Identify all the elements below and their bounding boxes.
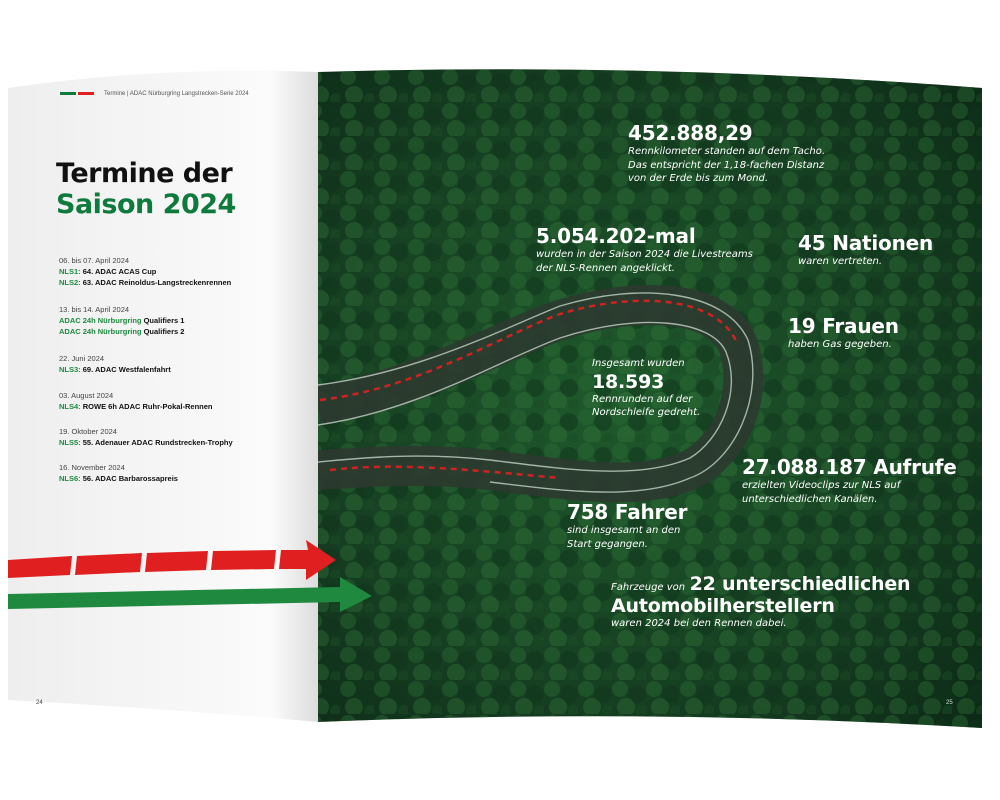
event-name: ROWE 6h ADAC Ruhr-Pokal-Rennen xyxy=(82,402,213,411)
event-name: Qualifiers 1 xyxy=(143,316,185,325)
stat-text: haben Gas gegeben. xyxy=(788,339,892,350)
header-mark-green xyxy=(60,92,76,95)
stat-value: 22 unterschiedlichen xyxy=(689,573,911,595)
stat-kilometers xyxy=(628,121,825,186)
event-name: Qualifiers 2 xyxy=(143,327,185,336)
running-header: Termine | ADAC Nürburgring Langstrecken-Serie 2024 xyxy=(104,91,249,97)
stat-value: 758 Fahrer xyxy=(567,500,688,524)
event-name: 63. ADAC Reinoldus-Langstreckenrennen xyxy=(82,278,232,287)
stat-text: der NLS-Rennen angeklickt. xyxy=(536,262,675,274)
stat-value: 45 Nationen xyxy=(798,231,934,255)
event-date: 13. bis 14. April 2024 xyxy=(59,305,130,314)
stat-text: erzielten Videoclips zur NLS auf xyxy=(742,480,901,491)
event-code: NLS4: xyxy=(59,402,81,411)
stat-intro: Insgesamt wurden xyxy=(592,358,685,369)
event-date: 16. November 2024 xyxy=(59,463,125,472)
stat-value: 5.054.202-mal xyxy=(536,224,696,248)
stat-text: unterschiedlichen Kanälen. xyxy=(742,493,878,505)
event-block-4 xyxy=(59,390,213,412)
event-date: 03. August 2024 xyxy=(59,391,114,400)
stat-text: von der Erde bis zum Mond. xyxy=(628,173,769,184)
event-code: ADAC 24h Nürburgring xyxy=(59,316,142,325)
stat-text: Start gegangen. xyxy=(567,538,648,550)
stat-text: Rennrunden auf der xyxy=(592,393,693,405)
stat-women xyxy=(788,314,899,352)
stat-value: Automobilherstellern xyxy=(611,595,835,617)
stat-text: Nordschleife gedreht. xyxy=(592,407,701,418)
stat-value: 27.088.187 Aufrufe xyxy=(742,455,957,479)
stat-value: 452.888,29 xyxy=(628,121,753,145)
event-date: 22. Juni 2024 xyxy=(59,354,105,363)
event-date: 06. bis 07. April 2024 xyxy=(59,256,130,265)
stat-text: waren vertreten. xyxy=(798,256,883,267)
page-number-left: 24 xyxy=(36,700,43,706)
stat-text: Das entspricht der 1,18-fachen Distanz xyxy=(628,159,825,171)
stat-laps xyxy=(592,357,700,420)
event-code: NLS1: xyxy=(59,267,81,276)
page-title-line-1: Termine der xyxy=(56,158,233,189)
stat-headline xyxy=(611,573,910,595)
stat-text: Rennkilometer standen auf dem Tacho. xyxy=(628,146,826,157)
stat-value: 19 Frauen xyxy=(788,314,899,338)
event-name: 56. ADAC Barbarossapreis xyxy=(82,474,178,483)
stat-livestreams xyxy=(536,224,753,275)
event-block-1 xyxy=(59,255,231,288)
event-date: 19. Oktober 2024 xyxy=(59,427,117,436)
stat-drivers xyxy=(567,500,687,551)
event-name: 55. Adenauer ADAC Rundstrecken-Trophy xyxy=(82,438,233,447)
stat-manufacturers xyxy=(611,573,910,631)
stat-views xyxy=(742,455,957,506)
event-name: 69. ADAC Westfalenfahrt xyxy=(82,365,171,374)
event-code: NLS6: xyxy=(59,474,81,483)
page-title-line-2: Saison 2024 xyxy=(56,189,236,220)
event-code: NLS2: xyxy=(59,278,81,287)
stat-text: sind insgesamt an den xyxy=(567,525,681,536)
event-block-3 xyxy=(59,353,171,375)
stat-nations xyxy=(798,231,933,269)
stat-value: 18.593 xyxy=(592,370,665,393)
page-number-right: 25 xyxy=(946,700,953,706)
event-code: ADAC 24h Nürburgring xyxy=(59,327,142,336)
event-name: 64. ADAC ACAS Cup xyxy=(82,267,157,276)
header-mark-red xyxy=(78,92,94,95)
stat-intro: Fahrzeuge von xyxy=(611,582,686,593)
event-block-6 xyxy=(59,462,178,484)
stat-text: wurden in der Saison 2024 die Livestreams xyxy=(536,249,753,260)
event-block-2 xyxy=(59,304,184,337)
event-code: NLS3: xyxy=(59,365,81,374)
event-block-5 xyxy=(59,426,233,448)
stat-text: waren 2024 bei den Rennen dabei. xyxy=(611,618,787,629)
event-code: NLS5: xyxy=(59,438,81,447)
